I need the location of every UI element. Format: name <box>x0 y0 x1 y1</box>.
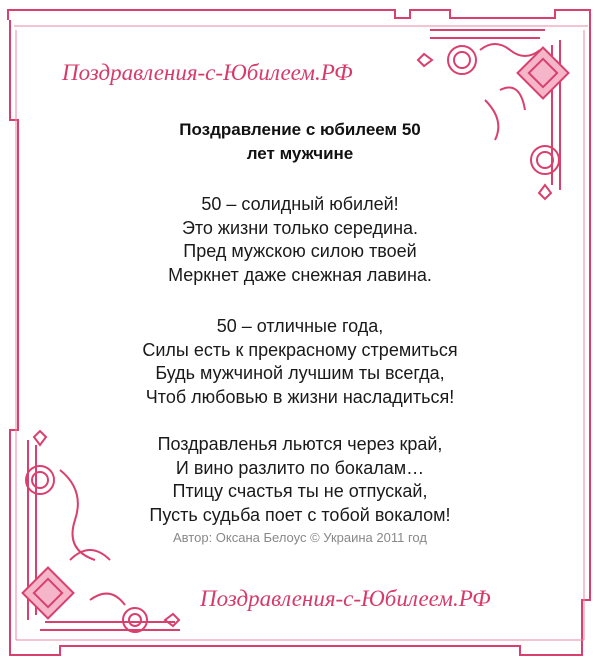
poem-line: И вино разлито по бокалам… <box>175 457 425 478</box>
poem-line: Чтоб любовью в жизни насладиться! <box>145 386 455 407</box>
site-name-top: Поздравления-с-Юбилеем.РФ <box>62 60 353 85</box>
poem-line: Пред мужскою силою твоей <box>183 241 417 261</box>
author-credit: Автор: Оксана Белоус © Украина 2011 год <box>173 530 427 545</box>
stanza-3 <box>0 433 600 527</box>
title-line: Поздравление с юбилеем 50 <box>179 120 421 139</box>
poem-line: Птицу счастья ты не отпускай, <box>172 481 428 501</box>
poem-line: Силы есть к прекрасному стремиться <box>142 339 458 360</box>
site-name-bottom: Поздравления-с-Юбилеем.РФ <box>200 586 491 611</box>
stanza-2 <box>0 315 600 409</box>
poem-line: 50 – солидный юбилей! <box>201 194 399 214</box>
title-line: лет мужчине <box>246 144 354 163</box>
poem-line: Меркнет даже снежная лавина. <box>168 264 432 285</box>
stanza-1 <box>0 193 600 287</box>
poem-line: Будь мужчиной лучшим ты всегда, <box>155 363 445 383</box>
corner-ornament-top-right <box>418 30 568 199</box>
poem-line: Это жизни только середина. <box>181 217 419 238</box>
poem-line: Пусть судьба поет с тобой вокалом! <box>149 504 451 525</box>
poem-line: Поздравленья льются через край, <box>157 434 443 454</box>
poem-title <box>0 118 600 166</box>
poem-line: 50 – отличные года, <box>216 316 384 336</box>
